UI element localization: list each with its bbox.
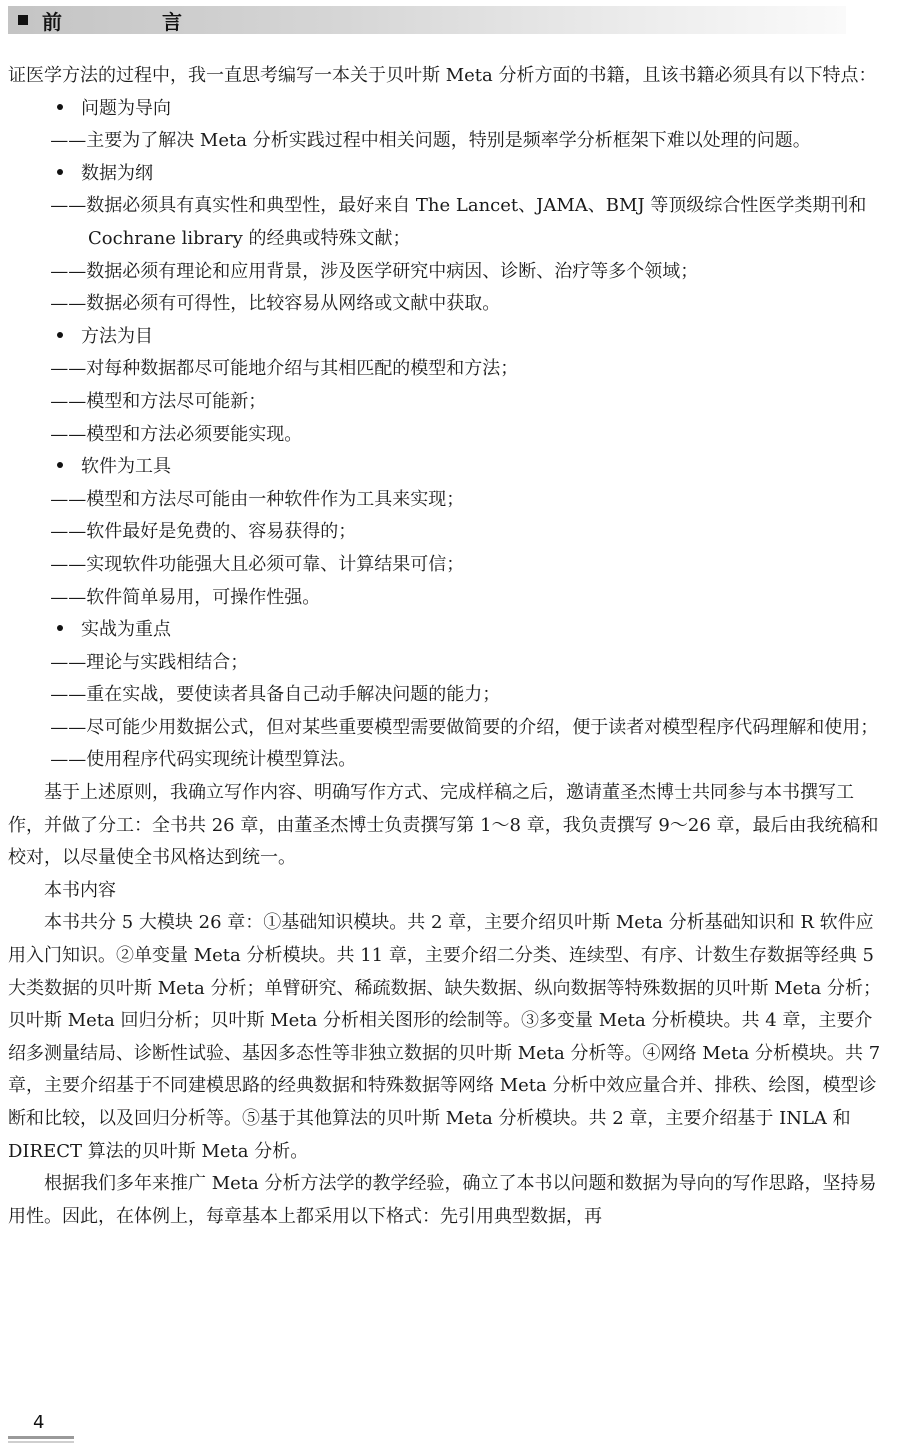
bullet-icon	[57, 332, 63, 338]
section-heading: 本书内容	[44, 879, 116, 901]
feature-item: ——理论与实践相结合；	[50, 651, 249, 673]
page-number-underline	[8, 1436, 74, 1439]
bullet-icon	[57, 625, 63, 631]
feature-item: ——对每种数据都尽可能地介绍与其相匹配的模型和方法；	[50, 358, 519, 380]
feature-title: 数据为纲	[8, 158, 882, 191]
style-paragraph: 根据我们多年来推广 Meta 分析方法学的教学经验，确立了本书以问题和数据为导向的写作思路，坚持易用性。因此，在体例上，每章基本上都采用以下格式：先引用典型数据，再	[8, 1173, 877, 1227]
feature-title: 问题为导向	[8, 93, 882, 126]
feature-item: ——数据必须具有真实性和典型性，最好来自 The Lancet、JAMA、BMJ 等顶级综合性医学类期刊和 Cochrane library 的经典或特殊文献；	[50, 195, 867, 249]
feature-item: ——尽可能少用数据公式，但对某些重要模型需要做简要的介绍，便于读者对模型程序代码理解和使用；	[50, 716, 879, 738]
feature-item: ——模型和方法必须要能实现。	[50, 423, 303, 445]
bullet-icon	[57, 169, 63, 175]
feature-item: ——重在实战，要使读者具备自己动手解决问题的能力；	[50, 684, 501, 706]
feature-item: ——模型和方法尽可能由一种软件作为工具来实现；	[50, 488, 465, 510]
feature-item: ——使用程序代码实现统计模型算法。	[50, 749, 357, 771]
content-paragraph: 本书共分 5 大模块 26 章：①基础知识模块。共 2 章，主要介绍贝叶斯 Meta 分析基础知识和 R 软件应用入门知识。②单变量 Meta 分析模块。共 11 章，主要介绍二分类、连续型、有序、计数生存数据等经典 5 大类数据的贝叶斯 Meta 分析；单臂研究、稀疏数据、缺失数据、纵向数据等特殊数据的贝叶斯 Meta 分析；贝叶斯 Meta 回归分析；贝叶斯 Meta 分析相关图形的绘制等。③多变量 Meta 分析模块。共 4 章，主要介绍多测量结局、诊断性试验、基因多态性等非独立数据的贝叶斯 Meta 分析等。④网络 Meta 分析模块。共 7 章，主要介绍基于不同建模思路的经典数据和特殊数据等网络 Meta 分析中效应量合并、排秩、绘图，模型诊断和比较，以及回归分析等。⑤基于其他算法的贝叶斯 Meta 分析模块。共 2 章，主要介绍基于 INLA 和 DIRECT 算法的贝叶斯 Meta 分析。	[8, 912, 881, 1162]
feature-title: 软件为工具	[8, 451, 882, 484]
feature-item: ——实现软件功能强大且必须可靠、计算结果可信；	[50, 553, 465, 575]
feature-item: ——主要为了解决 Meta 分析实践过程中相关问题，特别是频率学分析框架下难以处理的问题。	[50, 130, 811, 152]
feature-item: ——软件最好是免费的、容易获得的；	[50, 521, 357, 543]
bullet-icon	[57, 104, 63, 110]
page-number-underline-light	[8, 1441, 74, 1443]
page-number: 4	[33, 1412, 45, 1433]
feature-item: ——模型和方法尽可能新；	[50, 390, 267, 412]
header-title: 前 言	[42, 9, 222, 34]
feature-item: ——数据必须有理论和应用背景，涉及医学研究中病因、诊断、治疗等多个领域；	[50, 260, 699, 282]
feature-title: 方法为目	[8, 321, 882, 354]
bullet-icon	[57, 462, 63, 468]
authors-paragraph: 基于上述原则，我确立写作内容、明确写作方式、完成样稿之后，邀请董圣杰博士共同参与本书撰写工作，并做了分工：全书共 26 章，由董圣杰博士负责撰写第 1～8 章，我负责撰写 9～26 章，最后由我统稿和校对，以尽量使全书风格达到统一。	[8, 782, 879, 869]
feature-title: 实战为重点	[8, 614, 882, 647]
header-square-icon	[18, 15, 28, 25]
page-header	[8, 6, 846, 34]
feature-item: ——软件简单易用，可操作性强。	[50, 586, 321, 608]
page-body	[8, 60, 882, 1233]
intro-paragraph: 证医学方法的过程中，我一直思考编写一本关于贝叶斯 Meta 分析方面的书籍，且该书籍必须具有以下特点：	[8, 65, 877, 86]
feature-item: ——数据必须有可得性，比较容易从网络或文献中获取。	[50, 293, 501, 315]
